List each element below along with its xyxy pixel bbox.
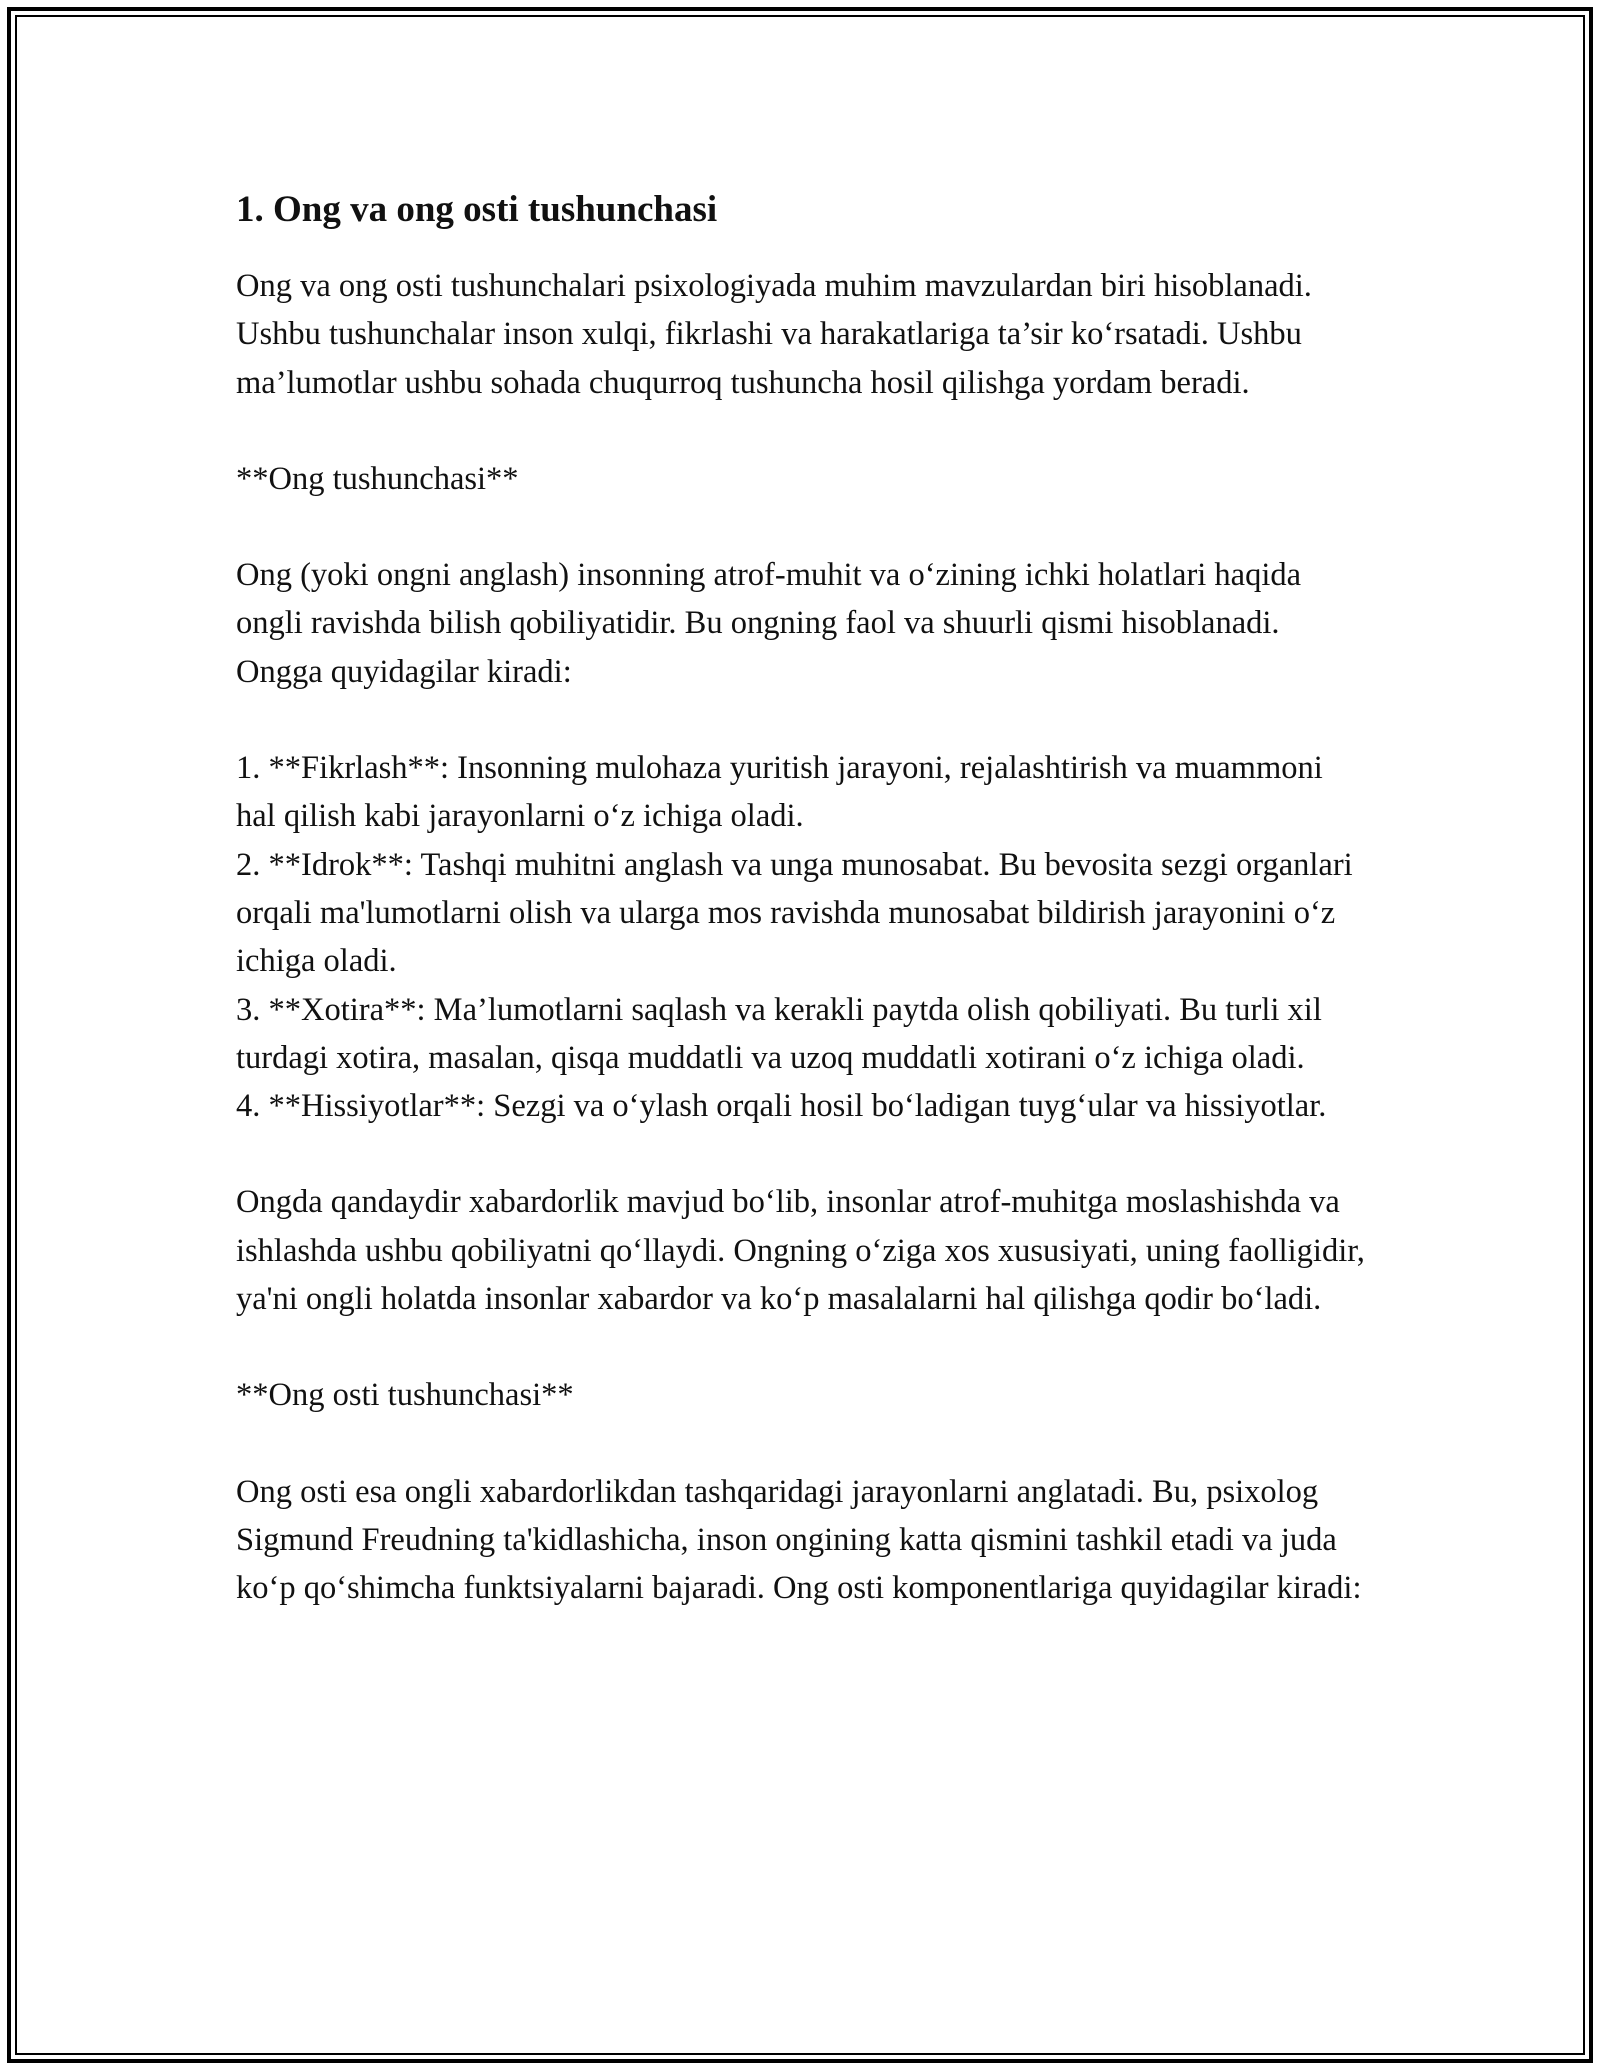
ong-osti-subheading: **Ong osti tushunchasi** [236, 1377, 574, 1414]
list-item: 1. **Fikrlash**: Insonning mulohaza yuritish jarayoni, rejalashtirish va muammoni hal qilish kabi jarayonlarni o‘z ichiga oladi. [236, 750, 1323, 835]
ong-paragraph: Ong (yoki ongni anglash) insonning atrof-muhit va o‘zining ichki holatlari haqida ongli ravishda bilish qobiliyatidir. Bu ongning faol va shuurli qismi hisoblanadi. Ongga quyidagilar kiradi: [236, 557, 1302, 690]
list-item: 2. **Idrok**: Tashqi muhitni anglash va unga munosabat. Bu bevosita sezgi organlari orqali ma'lumotlarni olish va ularga mos ravishda munosabat bildirish jarayonini o‘z ichiga oladi. [236, 846, 1353, 980]
ong-subheading: **Ong tushunchasi** [236, 460, 519, 497]
ong-osti-paragraph: Ong osti esa ongli xabardorlikdan tashqaridagi jarayonlarni anglatadi. Bu, psixolog Sigmund Freudning ta'kidlashicha, inson ongining katta qismini tashkil etadi va juda ko‘p qo‘shimcha funktsiyalarni bajaradi. Ong osti komponentlariga quyidagilar kiradi: [236, 1473, 1362, 1607]
ong-conclusion-paragraph: Ongda qandaydir xabardorlik mavjud bo‘lib, insonlar atrof-muhitga moslashishda va ishlashda ushbu qobiliyatni qo‘llaydi. Ongning o‘ziga xos xususiyati, uning faolligidir, ya'ni ongli holatda insonlar xabardor va ko‘p masalalarni hal qilishga qodir bo‘ladi. [236, 1184, 1365, 1318]
document-body [236, 188, 1366, 1661]
list-item: 4. **Hissiyotlar**: Sezgi va o‘ylash orqali hosil bo‘ladigan tuyg‘ular va hissiyotlar. [236, 1088, 1327, 1125]
intro-paragraph: Ong va ong osti tushunchalari psixologiyada muhim mavzulardan biri hisoblanadi. Ushbu tushunchalar inson xulqi, fikrlashi va harakatlariga ta’sir ko‘rsatadi. Ushbu ma’lumotlar ushbu sohada chuqurroq tushuncha hosil qilishga yordam beradi. [236, 268, 1312, 401]
list-item: 3. **Xotira**: Ma’lumotlarni saqlash va kerakli paytda olish qobiliyati. Bu turli xil turdagi xotira, masalan, qisqa muddatli va uzoq muddatli xotirani o‘z ichiga oladi. [236, 991, 1322, 1076]
section-heading: 1. Ong va ong osti tushunchasi [236, 189, 718, 230]
ong-components-list [236, 744, 1366, 1130]
